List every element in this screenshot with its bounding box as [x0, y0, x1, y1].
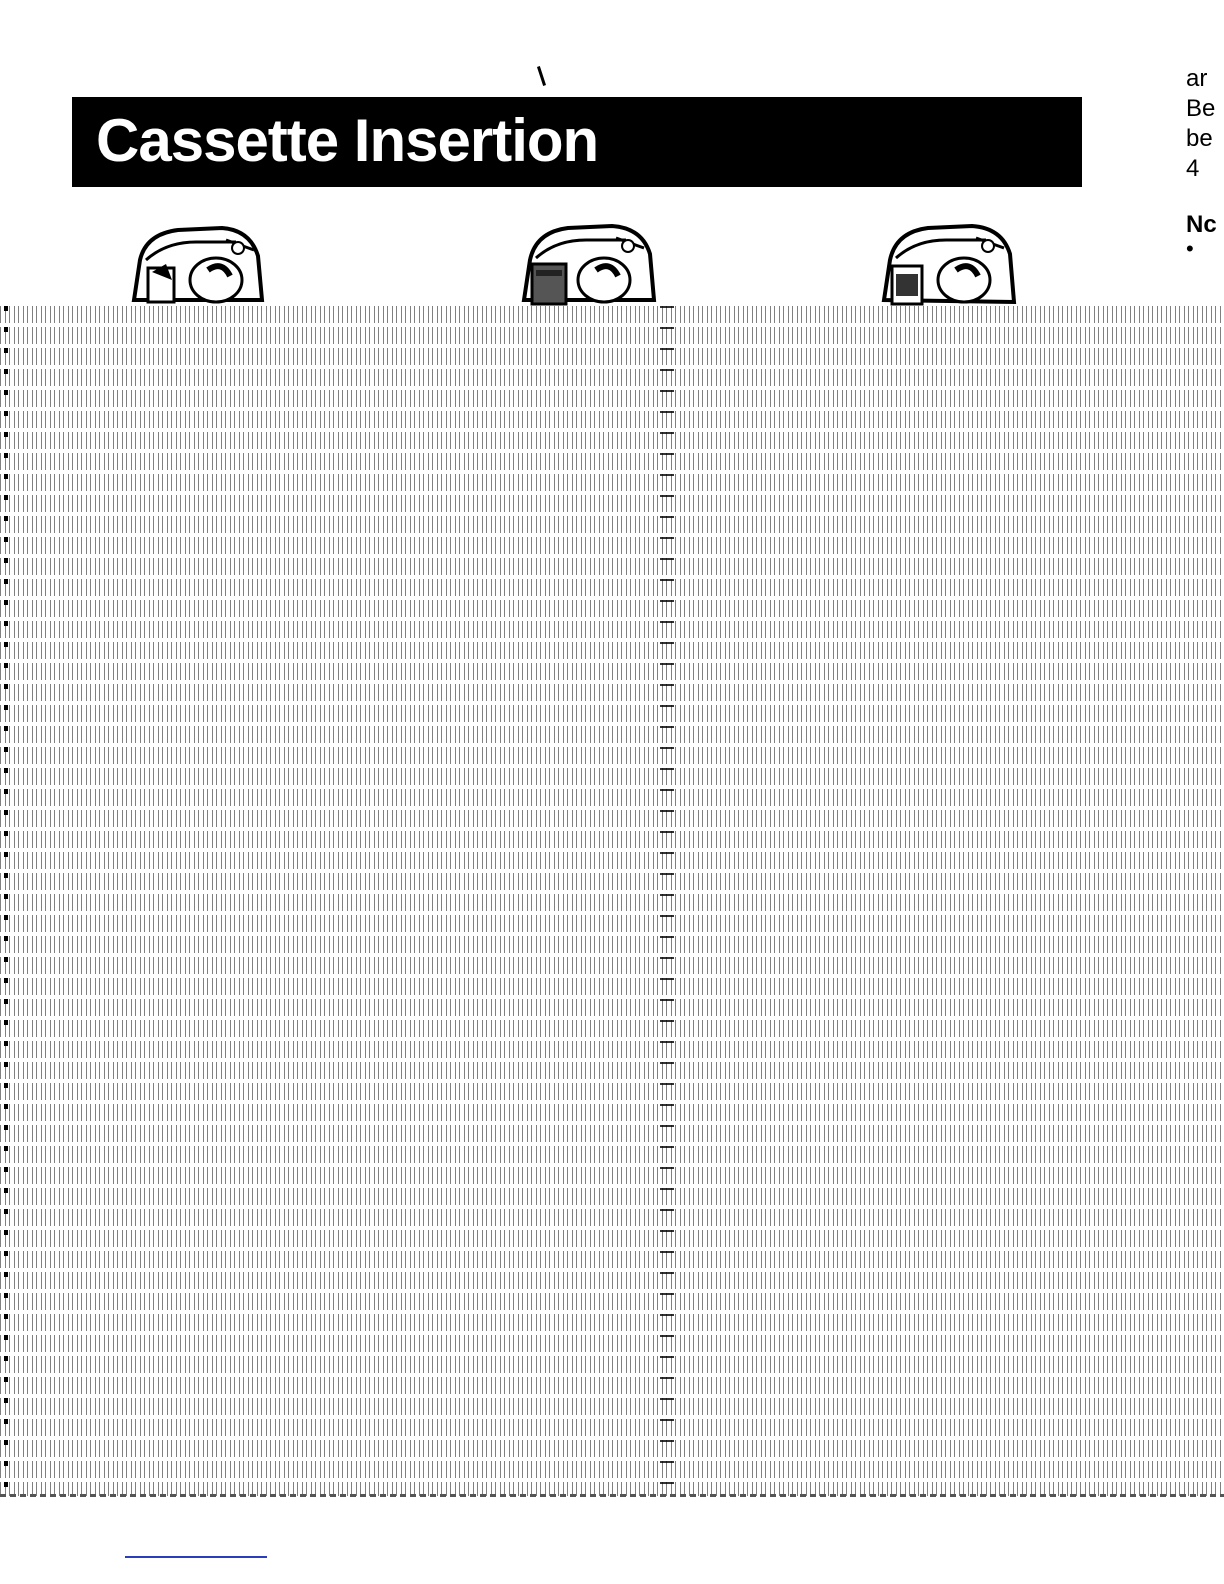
camcorder-icon [520, 220, 660, 308]
scan-artifact-edge [4, 306, 8, 1496]
stray-mark [537, 66, 546, 86]
side-text-line: 4 [1186, 155, 1200, 182]
scan-artifact-pattern [0, 306, 1224, 1496]
footer-rule [125, 1556, 267, 1558]
cropped-side-column [1186, 64, 1224, 258]
camcorder-illustration-2 [520, 220, 660, 308]
scan-artifact-seam [660, 306, 674, 1496]
side-text-line: ar [1186, 65, 1208, 92]
note-heading: Nc [1186, 211, 1217, 238]
camcorder-illustration-3 [880, 220, 1020, 308]
title-banner [72, 97, 1082, 187]
camcorder-icon [880, 220, 1020, 308]
page-title: Cassette Insertion [96, 107, 599, 174]
bullet-mark: • [1186, 236, 1194, 258]
camcorder-illustration-1 [126, 220, 266, 308]
side-text-line: Be [1186, 95, 1216, 122]
side-text-line: be [1186, 125, 1213, 152]
scan-artifact-bottom [0, 1494, 1224, 1497]
camcorder-icon [126, 220, 266, 308]
